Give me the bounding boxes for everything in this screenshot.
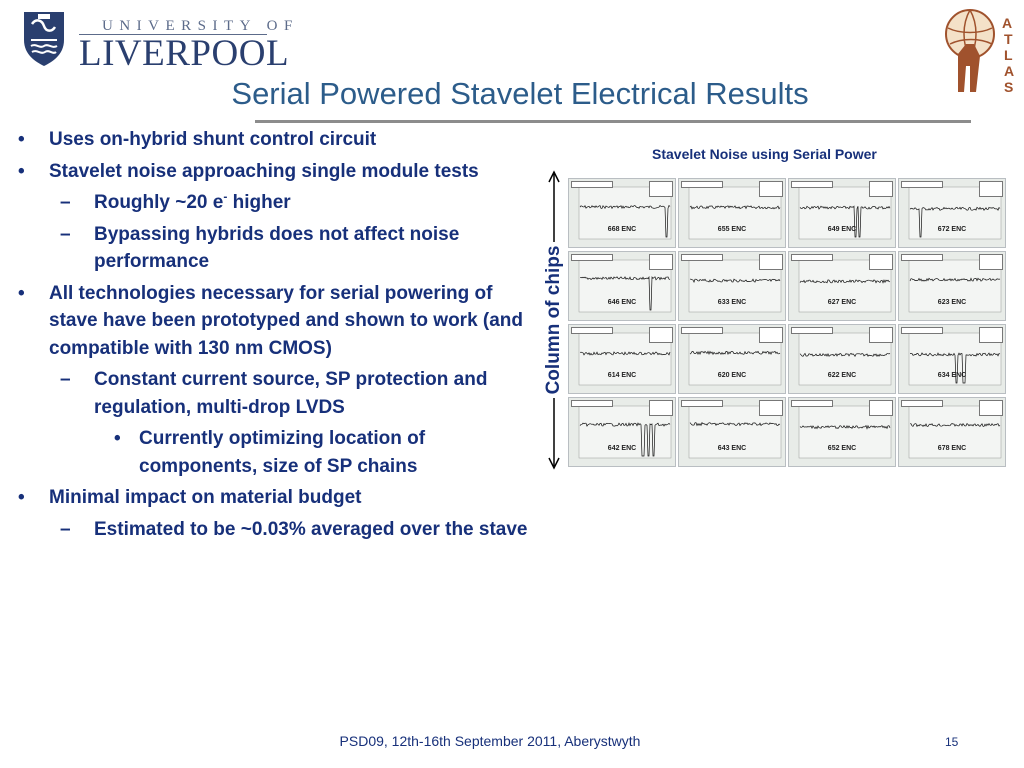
- enc-label: 622 ENC: [827, 372, 857, 379]
- bullet-text: Constant current source, SP protection and regulation, multi-drop LVDS: [94, 369, 488, 418]
- plot-stats-box: [759, 400, 783, 416]
- noise-plot-panel: [568, 397, 676, 467]
- enc-label: 634 ENC: [937, 372, 967, 379]
- sub-bullet-item: [18, 516, 533, 544]
- enc-label: 652 ENC: [827, 445, 857, 452]
- plot-stats-box: [979, 327, 1003, 343]
- noise-plot-grid: [568, 178, 1008, 470]
- atlas-logo-icon: [940, 4, 1020, 94]
- dash-marker: –: [60, 369, 71, 390]
- plot-title-box: [791, 181, 833, 188]
- column-axis: [538, 170, 570, 470]
- noise-plot-panel: [898, 397, 1006, 467]
- enc-label: 668 ENC: [607, 226, 637, 233]
- plot-title-box: [681, 181, 723, 188]
- noise-plot-panel: [568, 178, 676, 248]
- plot-stats-box: [979, 181, 1003, 197]
- plot-stats-box: [649, 400, 673, 416]
- noise-plot-panel: [898, 324, 1006, 394]
- plot-title-box: [901, 254, 943, 261]
- dash-marker: –: [60, 223, 71, 245]
- bullet-marker: •: [18, 129, 25, 150]
- noise-plot-panel: [678, 397, 786, 467]
- plot-stats-box: [979, 254, 1003, 270]
- enc-label: 672 ENC: [937, 226, 967, 233]
- bullet-item: [18, 126, 533, 154]
- plot-stats-box: [649, 327, 673, 343]
- bullet-item: [18, 280, 533, 363]
- plot-title-box: [681, 400, 723, 407]
- liverpool-crest-icon: [22, 10, 66, 68]
- bullet-marker: •: [114, 428, 121, 449]
- figure-caption: Stavelet Noise using Serial Power: [652, 146, 877, 162]
- superscript-minus: -: [223, 189, 228, 204]
- bullet-text-post: higher: [227, 192, 291, 213]
- enc-label: 627 ENC: [827, 299, 857, 306]
- bullet-text: Estimated to be ~0.03% averaged over the stave: [94, 518, 528, 540]
- bullet-text-pre: Roughly ~20 e: [94, 192, 224, 213]
- bullet-list: [18, 126, 533, 547]
- logo-liverpool: LIVERPOOL: [79, 33, 290, 74]
- enc-label: 649 ENC: [827, 226, 857, 233]
- plot-stats-box: [759, 327, 783, 343]
- noise-plot-panel: [788, 397, 896, 467]
- footer-text: PSD09, 12th-16th September 2011, Aberystwyth: [339, 733, 641, 749]
- sub-bullet-item: [18, 366, 533, 421]
- plot-title-box: [571, 327, 613, 334]
- slide-title: Serial Powered Stavelet Electrical Results: [231, 76, 809, 111]
- university-logo: [22, 10, 299, 74]
- plot-title-box: [681, 327, 723, 334]
- bullet-text: Currently optimizing location of components, size of SP chains: [139, 428, 426, 477]
- bullet-marker: •: [18, 160, 25, 182]
- plot-stats-box: [649, 181, 673, 197]
- plot-title-box: [901, 181, 943, 188]
- plot-title-box: [571, 181, 613, 188]
- sub-bullet-item: [18, 221, 533, 276]
- plot-stats-box: [979, 400, 1003, 416]
- plot-title-box: [791, 327, 833, 334]
- enc-label: 646 ENC: [607, 299, 637, 306]
- plot-stats-box: [759, 254, 783, 270]
- logo-university-of: UNIVERSITY OF: [102, 18, 299, 34]
- plot-title-box: [571, 254, 613, 261]
- bullet-text: Stavelet noise approaching single module tests: [49, 160, 479, 182]
- bullet-marker: •: [18, 487, 25, 508]
- noise-plot-panel: [678, 178, 786, 248]
- bullet-item: [18, 484, 533, 512]
- dash-marker: –: [60, 518, 71, 540]
- bullet-text: Minimal impact on material budget: [49, 487, 362, 508]
- bullet-item: [18, 158, 533, 186]
- enc-label: 623 ENC: [937, 299, 967, 306]
- plot-stats-box: [759, 181, 783, 197]
- noise-plot-panel: [898, 251, 1006, 321]
- plot-stats-box: [869, 400, 893, 416]
- plot-title-box: [791, 254, 833, 261]
- enc-label: 633 ENC: [717, 299, 747, 306]
- noise-plot-panel: [568, 251, 676, 321]
- plot-stats-box: [869, 254, 893, 270]
- plot-title-box: [901, 400, 943, 407]
- plot-stats-box: [869, 327, 893, 343]
- enc-label: 678 ENC: [937, 445, 967, 452]
- atlas-letter: T: [1004, 31, 1013, 47]
- plot-stats-box: [649, 254, 673, 270]
- enc-label: 643 ENC: [717, 445, 747, 452]
- noise-plot-panel: [788, 178, 896, 248]
- atlas-letter: S: [1004, 79, 1014, 94]
- noise-plot-panel: [788, 251, 896, 321]
- atlas-letter: A: [1004, 63, 1015, 79]
- plot-title-box: [571, 400, 613, 407]
- plot-title-box: [901, 327, 943, 334]
- axis-label: Column of chips: [543, 245, 564, 395]
- enc-label: 655 ENC: [717, 226, 747, 233]
- noise-plot-panel: [788, 324, 896, 394]
- sub-bullet-item: [18, 189, 533, 217]
- enc-label: 614 ENC: [607, 372, 637, 379]
- noise-plot-panel: [678, 251, 786, 321]
- atlas-letter: A: [1002, 15, 1013, 31]
- noise-plot-panel: [568, 324, 676, 394]
- enc-label: 620 ENC: [717, 372, 747, 379]
- dash-marker: –: [60, 192, 71, 213]
- page-number: 15: [945, 735, 959, 749]
- noise-plot-panel: [898, 178, 1006, 248]
- enc-label: 642 ENC: [607, 445, 637, 452]
- bullet-marker: •: [18, 282, 25, 304]
- atlas-letter: L: [1004, 47, 1013, 63]
- noise-plot-panel: [678, 324, 786, 394]
- bullet-text: Bypassing hybrids does not affect noise performance: [94, 223, 460, 272]
- bullet-text: All technologies necessary for serial powering of stave have been prototyped and shown to work (and compatible with 130 nm CMOS): [49, 282, 524, 359]
- bullet-text: Uses on-hybrid shunt control circuit: [49, 129, 377, 150]
- plot-title-box: [791, 400, 833, 407]
- plot-title-box: [681, 254, 723, 261]
- title-underline: [255, 120, 971, 123]
- plot-stats-box: [869, 181, 893, 197]
- sub-sub-bullet-item: [18, 425, 533, 480]
